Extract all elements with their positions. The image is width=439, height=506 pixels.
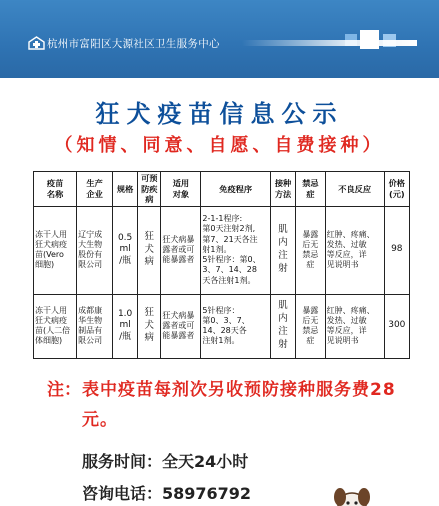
cell-target <box>161 294 201 358</box>
cell-price <box>384 206 409 294</box>
service-time: 服务时间：全天24小时 <box>82 452 249 471</box>
cell-text: 射 <box>278 338 288 350</box>
cell-text: 注 <box>278 250 288 261</box>
header-col-manufacturer <box>77 172 113 207</box>
header-text: 适用 <box>172 178 190 189</box>
cell-text: /瓶 <box>119 255 132 266</box>
header-text: (元) <box>388 188 405 199</box>
header-col-adverse-reaction <box>325 172 384 207</box>
header-text: 不良反应 <box>338 183 372 194</box>
cell-text: 射1剂。 <box>202 244 232 254</box>
cell-text: 体细胞) <box>35 336 63 346</box>
header-text: 对象 <box>172 188 190 199</box>
cell-text: 肌 <box>278 224 288 236</box>
table-header-row <box>34 172 410 207</box>
header-col-spec <box>112 172 137 207</box>
cell-text: 犬 <box>144 243 155 255</box>
header-col-method <box>270 172 295 207</box>
cell-text: 内 <box>278 237 288 249</box>
cell-text: 第0、3、7、 <box>202 315 250 325</box>
cell-text: 露者或可 <box>162 244 195 254</box>
cell-text: /瓶 <box>119 331 132 342</box>
header-col-schedule <box>201 172 271 207</box>
cell-text: 狂 <box>144 306 155 318</box>
cell-text: 300 <box>388 320 406 331</box>
cell-text: 辽宁成 <box>78 229 103 239</box>
cell-text: 注 <box>278 326 288 337</box>
cell-text: 狂犬病暴 <box>162 234 195 244</box>
cell-method <box>270 206 295 294</box>
cell-text: 后无 <box>302 315 319 325</box>
cell-text: 冻干人用 <box>35 305 67 315</box>
cell-text: 5针程序： <box>202 305 240 315</box>
cell-vaccine-name <box>34 206 77 294</box>
cell-text: 狂犬病暴 <box>162 310 195 320</box>
cell-text: 发热、过敏 <box>326 239 367 249</box>
cell-adverse-reaction <box>325 294 384 358</box>
header-col-vaccine-name <box>34 172 77 207</box>
header-col-disease <box>138 172 161 207</box>
cell-text: 苗(Vero <box>35 250 64 259</box>
cell-text: 细胞) <box>35 260 55 270</box>
cell-text: 病 <box>144 256 155 268</box>
cell-text: 1.0ml <box>117 308 133 331</box>
cell-text: 股份有 <box>78 250 103 259</box>
cell-text: 肌 <box>278 300 288 312</box>
header-text: 可预 <box>141 173 158 183</box>
org-name: 杭州市富阳区大源社区卫生服务中心 <box>47 38 220 50</box>
cell-disease <box>138 206 161 294</box>
cell-text: 苗(人二倍 <box>35 326 71 335</box>
cell-text: 能暴露者 <box>162 255 195 265</box>
header-text: 禁忌 <box>302 178 319 189</box>
cell-manufacturer <box>77 206 113 294</box>
cell-text: 限公司 <box>78 260 103 270</box>
header-text: 防疾 <box>141 183 158 194</box>
cell-text: 见说明书 <box>326 336 359 346</box>
header-text: 价格 <box>388 178 405 189</box>
cell-text: 天各注射1剂。 <box>202 275 256 285</box>
hospital-logo-icon <box>28 36 45 50</box>
cell-text: 制品有 <box>78 326 103 335</box>
header-text: 症 <box>306 188 315 199</box>
cell-text: 等反应，详 <box>326 326 367 335</box>
cell-text: 狂犬病疫 <box>35 239 67 249</box>
header-text: 方法 <box>274 188 292 199</box>
cell-text: 能暴露者 <box>162 331 195 341</box>
header-text: 病 <box>145 194 154 204</box>
cell-spec <box>112 294 137 358</box>
cell-text: 98 <box>391 244 403 255</box>
cell-text: 大生物 <box>78 239 103 249</box>
note-prefix: 注： <box>47 380 81 400</box>
cell-text: 症 <box>306 260 315 270</box>
cell-vaccine-name <box>34 294 77 358</box>
cell-text: 病 <box>144 332 155 344</box>
cell-text: 华生物 <box>78 315 103 325</box>
cell-text: 犬 <box>144 319 155 331</box>
cell-text: 0.5ml <box>117 232 133 255</box>
cell-disease <box>138 294 161 358</box>
cell-text: 暴露 <box>302 305 319 315</box>
cell-text: 见说明书 <box>326 260 359 270</box>
cell-text: 等反应，详 <box>326 250 367 259</box>
cell-text: 后无 <box>302 239 319 249</box>
header-col-contraindication <box>296 172 325 207</box>
poster-title: 狂犬疫苗信息公示 <box>95 99 344 128</box>
header-col-target <box>161 172 201 207</box>
poster-subtitle: （知情、同意、自愿、自费接种） <box>54 135 385 156</box>
cell-adverse-reaction <box>325 206 384 294</box>
cell-text: 射 <box>278 262 288 274</box>
cell-schedule <box>201 206 271 294</box>
cell-text: 成都康 <box>78 305 103 315</box>
table-row <box>34 206 410 294</box>
cell-text: 暴露 <box>302 229 319 239</box>
vaccine-info-table <box>33 171 410 359</box>
cell-text: 狂 <box>144 230 155 242</box>
cell-price <box>384 294 409 358</box>
cell-text: 冻干人用 <box>35 229 67 239</box>
cell-text: 红肿、疼痛、 <box>326 229 375 239</box>
cell-contraindication <box>296 206 325 294</box>
cell-text: 3、7、14、28 <box>202 265 257 275</box>
header-text: 企业 <box>86 188 103 199</box>
cell-manufacturer <box>77 294 113 358</box>
cell-text: 症 <box>306 336 315 346</box>
cell-text: 14、28天各 <box>202 326 247 335</box>
cell-text: 禁忌 <box>302 326 319 335</box>
cell-method <box>270 294 295 358</box>
cell-text: 注射1剂。 <box>202 336 240 346</box>
cell-text: 第0天注射2剂, <box>202 224 256 234</box>
dog-mascot-icon <box>330 485 374 506</box>
decor-light-bar <box>242 40 417 46</box>
header-text: 疫苗 <box>46 178 64 189</box>
cell-target <box>161 206 201 294</box>
header-text: 名称 <box>46 188 64 199</box>
cell-text: 露者或可 <box>162 320 195 330</box>
header-text: 生产 <box>86 178 103 189</box>
cell-contraindication <box>296 294 325 358</box>
cell-text: 第7、21天各注 <box>202 234 258 244</box>
cell-text: 5针程序：第0、 <box>202 255 261 265</box>
cell-schedule <box>201 294 271 358</box>
cell-text: 禁忌 <box>302 250 319 259</box>
cell-text: 红肿、疼痛、 <box>326 305 375 315</box>
header-text: 接种 <box>274 178 292 189</box>
cell-text: 2-1-1程序: <box>202 214 243 224</box>
cell-text: 内 <box>278 313 288 325</box>
cell-text: 狂犬病疫 <box>35 315 67 325</box>
cell-text: 限公司 <box>78 336 103 346</box>
consult-phone: 咨询电话：58976792 <box>82 484 252 503</box>
header-text: 免疫程序 <box>219 183 253 194</box>
cell-text: 发热、过敏 <box>326 315 367 325</box>
cell-spec <box>112 206 137 294</box>
note-text: 表中疫苗每剂次另收预防接种服务费28元。 <box>82 380 396 430</box>
table-row <box>34 294 410 358</box>
header-text: 规格 <box>116 183 134 194</box>
header-col-price <box>384 172 409 207</box>
